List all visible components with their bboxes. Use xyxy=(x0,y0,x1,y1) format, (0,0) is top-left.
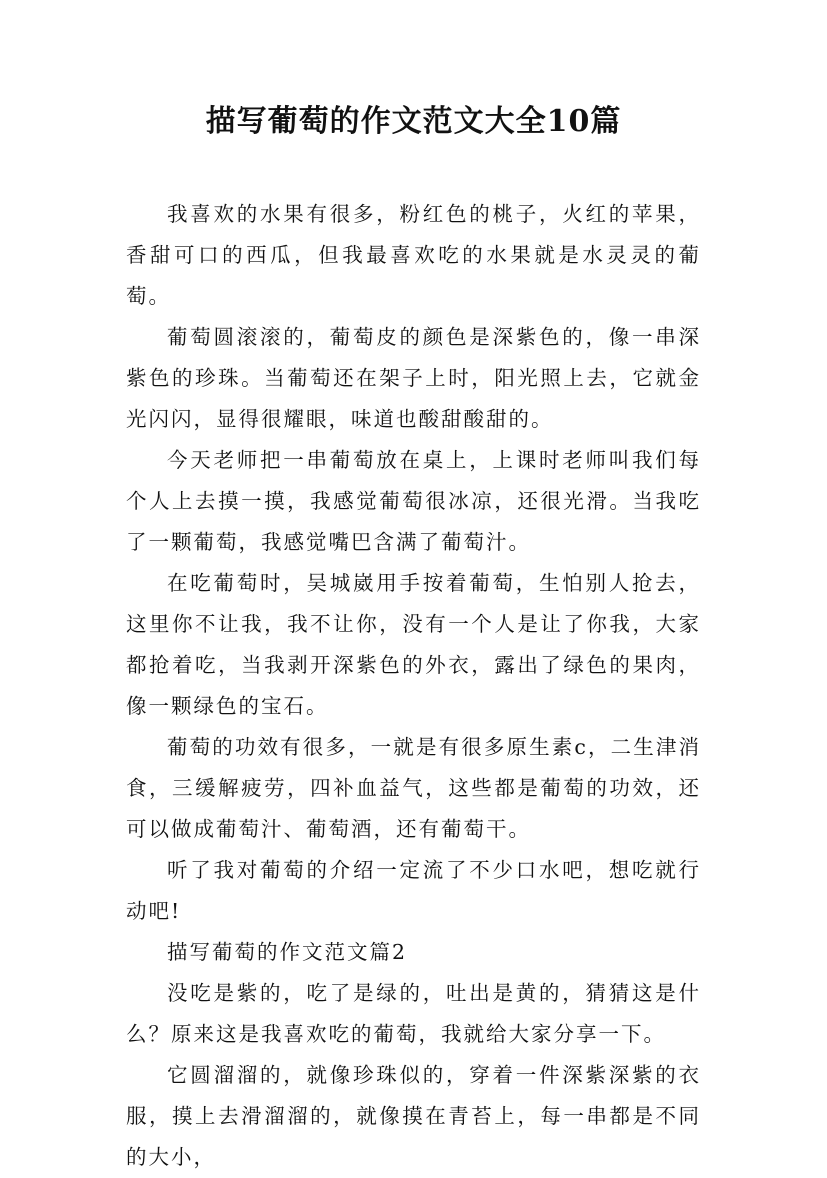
paragraph: 我喜欢的水果有很多，粉红色的桃子，火红的苹果，香甜可口的西瓜，但我最喜欢吃的水果就是水灵灵的葡萄。 xyxy=(126,202,701,308)
document-body xyxy=(126,194,701,1178)
paragraph: 它圆溜溜的，就像珍珠似的，穿着一件深紫深紫的衣服，摸上去滑溜溜的，就像摸在青苔上，每一串都是不同的大小， xyxy=(126,1063,701,1169)
section-heading: 描写葡萄的作文范文篇2 xyxy=(167,940,408,964)
paragraph: 没吃是紫的，吃了是绿的，吐出是黄的，猜猜这是什么？原来这是我喜欢吃的葡萄，我就给大家分享一下。 xyxy=(126,981,701,1046)
paragraph: 听了我对葡萄的介绍一定流了不少口水吧，想吃就行动吧! xyxy=(126,858,701,923)
document-title: 描写葡萄的作文范文大全10篇 xyxy=(205,104,622,139)
paragraph: 在吃葡萄时，吴城崴用手按着葡萄，生怕别人抢去，这里你不让我，我不让你，没有一个人是让了你我，大家都抢着吃，当我剥开深紫色的外衣，露出了绿色的果肉，像一颗绿色的宝石。 xyxy=(126,571,701,718)
paragraph: 葡萄圆滚滚的，葡萄皮的颜色是深紫色的，像一串深紫色的珍珠。当葡萄还在架子上时，阳光照上去，它就金光闪闪，显得很耀眼，味道也酸甜酸甜的。 xyxy=(126,325,701,431)
paragraph: 葡萄的功效有很多，一就是有很多原生素c，二生津消食，三缓解疲劳，四补血益气，这些都是葡萄的功效，还可以做成葡萄汁、葡萄酒，还有葡萄干。 xyxy=(126,735,701,841)
paragraph: 今天老师把一串葡萄放在桌上，上课时老师叫我们每个人上去摸一摸，我感觉葡萄很冰凉，还很光滑。当我吃了一颗葡萄，我感觉嘴巴含满了葡萄汁。 xyxy=(126,448,701,554)
